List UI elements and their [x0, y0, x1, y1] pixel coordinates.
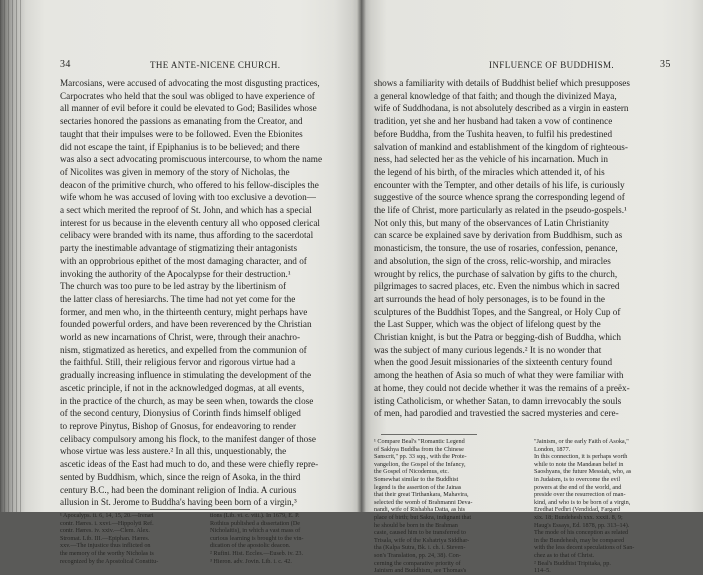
- footnote-line: caste, caused him to be transferred to: [374, 529, 466, 537]
- text-line: party the inestimable advantage of stigmatizing their antagonists: [60, 243, 298, 254]
- left-footnotes-col-b: [210, 512, 352, 565]
- footnote-line: Sanscrit," pp. 33 sqq., with the Prote-: [374, 453, 467, 461]
- footnote-line: ¹ Apocalyps. ii. 6, 14, 15, 20.—Irenæi: [60, 512, 154, 519]
- text-line: when the good Jesuit missionaries of the sixteenth century found: [374, 357, 613, 368]
- footnote-line: with the less decent speculations of San-: [534, 544, 635, 552]
- text-line: pilgrimages to sacred places, etc. Even the nimbus which in sacred: [374, 281, 620, 292]
- left-footnotes-col-a: [60, 512, 202, 565]
- text-line: celibacy compulsory among his flock, to the manifest danger of those: [60, 433, 316, 444]
- footnote-line: ¹ Compare Beal's "Romantic Legend: [374, 438, 465, 445]
- footnote-line: xxv.—The injustice thus inflicted on: [60, 542, 151, 550]
- text-line: ness, had selected her as the vehicle of his incarnation. Much in: [374, 154, 608, 165]
- footnote-line: ³ Hieron. adv. Jovin. Lib. i. c. 42.: [210, 557, 292, 565]
- footnote-line: the memory of the worthy Nicholas is: [60, 549, 154, 557]
- footnote-line: in the Bundehesh, may be compared: [534, 536, 625, 544]
- left-running-head: [0, 59, 361, 71]
- footnote-line: ² Rufini. Hist. Eccles.—Euseb. iv. 23.: [210, 549, 304, 557]
- text-line: a general knowledge of that faith; and though the divinized Maya,: [374, 90, 617, 101]
- text-line: in the practice of the church, as may be seen when, towards the close: [60, 395, 314, 406]
- text-line: of men, had parodied and travestied the sacred mysteries and cere-: [374, 408, 619, 419]
- text-line: was also a sect advocating promiscuous intercourse, to whom the name: [60, 154, 323, 165]
- text-line: with an opprobrious epithet of the most damaging character, and of: [60, 255, 307, 266]
- text-line: Christian knight, is but the Patra or begging-dish of Buddha, which: [374, 332, 622, 343]
- text-line: sectaries honored the passions as emanating from the Creator, and: [60, 116, 303, 127]
- footnote-line: tha (Kalpa Sutra, Bk. i. ch. i. Steven-: [374, 544, 466, 552]
- text-line: isting Catholicism, or whether Satan, to damn irrevocably the souls: [374, 395, 622, 406]
- left-page-number: 34: [60, 59, 71, 70]
- footnote-line: place of birth; but Sakra, indignant that: [374, 513, 472, 521]
- footnote-line: he should be born in the Brahman: [374, 521, 458, 529]
- footnote-line: preside over the resurrection of man-: [534, 491, 626, 499]
- text-line: allusion in St. Jerome to Buddha's having been born of a virgin,³: [60, 497, 297, 508]
- right-footnote-rule: [381, 434, 477, 435]
- footnote-line: Jainism and Buddhism, see Thomas's: [374, 567, 467, 575]
- right-footnotes-col-b: [534, 438, 686, 575]
- footnote-line: Somewhat similar to the Buddhist: [374, 475, 459, 483]
- footnote-line: nandi, wife of Rishabha Datta, as his: [374, 506, 466, 514]
- right-page-number: 35: [660, 59, 671, 70]
- text-line: tradition, yet she and her husband had taken a vow of continence: [374, 116, 613, 127]
- footnote-line: legend is the assertion of the Jainas: [374, 483, 462, 491]
- text-line: whose virtue was less austere.² In all this, unquestionably, the: [60, 446, 287, 457]
- text-line: the life of Christ, more particularly as related in the pseudo-gospels.¹: [374, 205, 627, 216]
- footnote-line: son's Translation, pp. 24, 38). Con-: [374, 551, 461, 559]
- text-line: wife of Suddhodana, is not absolutely described as a virgin in eastern: [374, 103, 629, 114]
- text-line: shows a familiarity with details of Buddhist belief which presupposes: [374, 78, 630, 88]
- text-line: wife whom he was accused of loving with too exclusive a devotion—: [60, 192, 316, 203]
- text-line: Carpocrates who held that the soul was obliged to have experience of: [60, 90, 315, 101]
- text-line: was the subject of many curious legends.² It is no wonder that: [374, 344, 602, 355]
- text-line: gradually increasing influence in stimulating the development of the: [60, 370, 312, 381]
- footnote-line: Eredhat Fedhri (Vendidad, Fargard: [534, 506, 621, 514]
- right-running-head: [361, 59, 703, 71]
- text-line: interest for us because in the eleventh century all who opposed clerical: [60, 217, 320, 228]
- text-line: to reprove Pinytus, Bishop of Gnosus, for endeavoring to render: [60, 420, 297, 431]
- text-line: among the heathen of Asia so much of what they were familiar with: [374, 370, 624, 381]
- footnote-line: Rothius published a dissertation (De: [210, 519, 301, 527]
- page-edges: [0, 0, 24, 512]
- text-line: monasticism, the tonsure, the use of rosaries, confession, penance,: [374, 243, 618, 254]
- text-line: taught that their impulses were to be followed. Even the Ebionites: [60, 128, 303, 139]
- text-line: the Last Supper, which was the object of lifelong quest by the: [374, 319, 601, 330]
- footnote-line: of Sakhya Buddha from the Chinese: [374, 445, 464, 453]
- footnote-line: tions (Lib. vi. c. viii.). In 1679, E. P.: [210, 512, 300, 519]
- text-line: celibacy were branded with its name, thus affording to the sacerdotal: [60, 230, 314, 241]
- text-line: encounter with the Tempter, and other details of his life, is curiously: [374, 179, 625, 190]
- footnote-line: contr. Hæres. i. xxvi.—Hippolyti Ref.: [60, 519, 154, 527]
- text-line: can scarce be explained save by derivation from Buddhism, such as: [374, 230, 623, 241]
- footnote-line: 114–5.: [534, 567, 551, 575]
- right-page: [361, 0, 703, 575]
- left-body-text: [60, 77, 352, 509]
- footnote-line: while to note the Mandæan belief in: [534, 460, 624, 468]
- text-line: before Buddha, from the Tushita heaven, to fulfil his predestined: [374, 128, 613, 139]
- footnote-line: ² Beal's Buddhist Tripitaka, pp.: [534, 559, 611, 567]
- text-line: did not escape the taint, if Epiphanius is to be believed; and there: [60, 141, 300, 152]
- text-line: The church was too pure to be led astray by the libertinism of: [60, 281, 287, 292]
- footnote-line: that their great Tirthankara, Mahavira,: [374, 491, 469, 499]
- footnote-line: Saoshyans, the future Messiah, who, as: [534, 468, 632, 476]
- footnote-line: In this connection, it is perhaps worth: [534, 453, 628, 461]
- text-line: Not only this, but many of the observances of Latin Christianity: [374, 217, 610, 228]
- text-line: and absolution, the sign of the cross, relic-worship, and miracles: [374, 255, 611, 266]
- footnote-line: cerning the comparative priority of: [374, 559, 461, 567]
- footnote-line: "Jainism, or the early Faith of Asoka,": [534, 438, 629, 445]
- footnote-line: Haug's Essays, Ed. 1878, pp. 313–14).: [534, 521, 630, 529]
- footnote-line: powers at the end of the world, and: [534, 483, 622, 491]
- book-gutter: [357, 0, 366, 512]
- footnote-line: chez as to that of Christ.: [534, 551, 595, 559]
- footnote-line: contr. Hæres. iv. xxiv.—Clem. Alex.: [60, 527, 150, 535]
- text-line: sented by Buddhism, which, since the reign of Asoka, in the third: [60, 471, 301, 482]
- footnote-line: recognized by the Apostolical Constitu-: [60, 557, 159, 565]
- footnote-line: Trisala, wife of the Kshatriya Siddhar-: [374, 536, 470, 544]
- footnote-line: The mode of his conception as related: [534, 529, 629, 537]
- footnote-line: curious learning is brought to the vin-: [210, 534, 304, 542]
- left-footnote-rule: [150, 509, 250, 510]
- footnote-line: Nicholaitis), in which a vast mass of: [210, 527, 301, 535]
- text-line: century B.C., had been the dominant religion of India. A curious: [60, 484, 297, 495]
- text-line: the legend of his birth, of the miracles which attended it, of his: [374, 166, 605, 177]
- footnote-line: in Judaism, is to overcome the evil: [534, 475, 621, 483]
- text-line: of the second century, Dionysius of Corinth finds himself obliged: [60, 408, 301, 419]
- text-line: sculptures of the Buddhist Topes, and the Sangreal, or Holy Cup of: [374, 306, 621, 317]
- footnote-line: dication of the apostolic deacon.: [210, 542, 291, 550]
- text-line: salvation of mankind and establishment of the kingdom of righteous-: [374, 141, 628, 152]
- text-line: suggestive of the source whence sprang the corresponding legend of: [374, 192, 625, 203]
- text-line: founded powerful orders, and have been reverenced by the Christian: [60, 319, 312, 330]
- text-line: art surrounds the head of holy personages, is to be found in the: [374, 293, 605, 304]
- text-line: deacon of the primitive church, who offered to his fellow-disciples the: [60, 179, 319, 190]
- footnote-line: the Gospel of Nicodemus, etc.: [374, 468, 449, 476]
- right-body-text: [374, 77, 692, 420]
- text-line: nism, stigmatized as heretics, and expelled from the communion of: [60, 344, 307, 355]
- text-line: the latter class of heresiarchs. The time had not yet come for the: [60, 293, 296, 304]
- text-line: a sect which merited the reproof of St. John, and which has a special: [60, 205, 312, 216]
- text-line: ascetic ideas of the East had much to do, and these were chiefly repre-: [60, 459, 319, 470]
- footnote-line: kind, and who is to be born of a virgin,: [534, 498, 631, 506]
- text-line: former, and men who, in the thirteenth century, might perhaps have: [60, 306, 308, 317]
- text-line: ascetic principle, if not in the acknowledged dogmas, at all events,: [60, 382, 305, 393]
- footnote-line: xix. 18; Bundehesh xxx. xxxii. 8, 9;: [534, 513, 623, 521]
- right-running-title: INFLUENCE OF BUDDHISM.: [489, 60, 615, 70]
- footnote-line: London, 1877.: [534, 445, 571, 453]
- footnote-line: selected the womb of Brahmanni Deva-: [374, 498, 473, 506]
- text-line: at home, they could not decide whether it was the remains of a preëx-: [374, 382, 630, 393]
- left-running-title: THE ANTE-NICENE CHURCH.: [150, 60, 281, 70]
- right-footnotes-col-a: [374, 438, 526, 575]
- text-line: the faithful. Still, their religious fervor and rigorous virtue had a: [60, 357, 296, 368]
- footnote-line: vangelion, the Gospel of the Infancy,: [374, 460, 466, 468]
- text-line: of Nicolites was given in memory of the story of Nicholas, the: [60, 166, 290, 177]
- text-line: wrought by relics, the purchase of salvation by gifts to the church,: [374, 268, 618, 279]
- text-line: all manner of evil before it could be elevated to God; Basilides whose: [60, 103, 317, 114]
- text-line: Marcosians, were accused of advocating the most disgusting practices,: [60, 78, 320, 88]
- text-line: world as new incarnations of Christ, were, through their anachro-: [60, 332, 301, 343]
- text-line: invoking the authority of the Apocalypse for their destruction.¹: [60, 268, 291, 279]
- footnote-line: Stromat. Lib. III.—Epiphan. Hæres.: [60, 534, 150, 542]
